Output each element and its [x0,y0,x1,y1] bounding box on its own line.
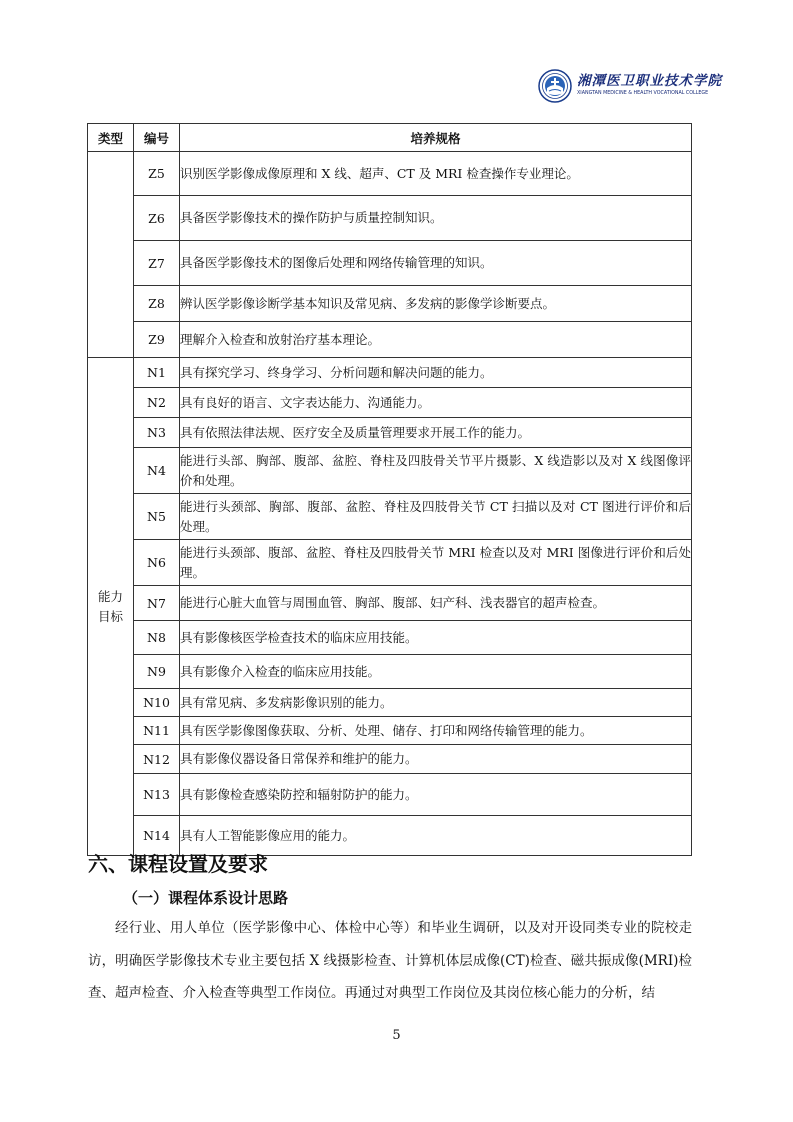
code-cell: N1 [134,358,180,388]
table-row [88,196,692,241]
code-cell: N5 [134,494,180,540]
type-cell-ability [88,358,134,856]
type-label-ability: 能力目标 [97,588,123,624]
code-cell: Z5 [134,152,180,196]
code-cell: N12 [134,745,180,774]
table-row [88,540,692,586]
code-cell: N13 [134,774,180,816]
code-cell: Z7 [134,241,180,286]
subsection-title: （一）课程体系设计思路 [123,889,289,907]
spec-cell: 辨认医学影像诊断学基本知识及常见病、多发病的影像学诊断要点。 [180,286,692,322]
code-cell: Z9 [134,322,180,358]
spec-cell: 具有依照法律法规、医疗安全及质量管理要求开展工作的能力。 [180,418,692,448]
spec-cell: 具有医学影像图像获取、分析、处理、储存、打印和网络传输管理的能力。 [180,717,692,745]
spec-cell: 具备医学影像技术的图像后处理和网络传输管理的知识。 [180,241,692,286]
spec-cell: 具有探究学习、终身学习、分析问题和解决问题的能力。 [180,358,692,388]
table-row [88,494,692,540]
table-row [88,745,692,774]
code-cell: N2 [134,388,180,418]
page-number: 5 [392,1028,401,1043]
spec-cell: 识别医学影像成像原理和 X 线、超声、CT 及 MRI 检查操作专业理论。 [180,152,692,196]
table-row [88,322,692,358]
code-cell: N3 [134,418,180,448]
table-row [88,418,692,448]
spec-cell: 能进行头部、胸部、腹部、盆腔、脊柱及四肢骨关节平片摄影、X 线造影以及对 X 线图像评价和处理。 [180,448,692,494]
header-type: 类型 [88,124,134,152]
spec-cell: 具有影像仪器设备日常保养和维护的能力。 [180,745,692,774]
spec-cell: 具有影像核医学检查技术的临床应用技能。 [180,621,692,655]
college-emblem-icon [538,69,572,103]
table-row [88,286,692,322]
code-cell: N7 [134,586,180,621]
code-cell: N4 [134,448,180,494]
table-row [88,152,692,196]
type-cell-knowledge [88,152,134,358]
spec-cell: 理解介入检查和放射治疗基本理论。 [180,322,692,358]
body-paragraph: 经行业、用人单位（医学影像中心、体检中心等）和毕业生调研，以及对开设同类专业的院校走访，明确医学影像技术专业主要包括 X 线摄影检查、计算机体层成像(CT)检查、磁共振成像(MRI)检查、超声检查、介入检查等典型工作岗位。再通过对典型工作岗位及其岗位核心能力的分析，结 [88,920,692,1001]
code-cell: Z8 [134,286,180,322]
code-cell: N10 [134,689,180,717]
table-row [88,717,692,745]
table-row [88,388,692,418]
spec-cell: 能进行头颈部、胸部、腹部、盆腔、脊柱及四肢骨关节 CT 扫描以及对 CT 图进行评价和后处理。 [180,494,692,540]
code-cell: N14 [134,816,180,856]
code-cell: N11 [134,717,180,745]
header-spec: 培养规格 [180,124,692,152]
spec-cell: 具有常见病、多发病影像识别的能力。 [180,689,692,717]
table-row [88,448,692,494]
table-row [88,621,692,655]
table-row [88,358,692,388]
table-row [88,241,692,286]
section-title: 六、课程设置及要求 [88,852,268,876]
spec-cell: 具有良好的语言、文字表达能力、沟通能力。 [180,388,692,418]
college-logo [538,66,738,106]
logo-chinese-name: 湘潭医卫职业技术学院 [577,72,722,89]
code-cell: N8 [134,621,180,655]
spec-cell: 具备医学影像技术的操作防护与质量控制知识。 [180,196,692,241]
spec-cell: 具有影像检查感染防控和辐射防护的能力。 [180,774,692,816]
spec-cell: 能进行头颈部、腹部、盆腔、脊柱及四肢骨关节 MRI 检查以及对 MRI 图像进行评价和后处理。 [180,540,692,586]
table-header-row [88,124,692,152]
code-cell: N6 [134,540,180,586]
table-row [88,689,692,717]
logo-english-name: XIANGTAN MEDICINE & HEALTH VOCATIONAL COLLEGE [577,91,709,97]
table-row [88,655,692,689]
table-row [88,774,692,816]
training-spec-table [87,123,692,856]
spec-cell: 能进行心脏大血管与周围血管、胸部、腹部、妇产科、浅表器官的超声检查。 [180,586,692,621]
spec-cell: 具有人工智能影像应用的能力。 [180,816,692,856]
spec-cell: 具有影像介入检查的临床应用技能。 [180,655,692,689]
table-row [88,586,692,621]
code-cell: N9 [134,655,180,689]
code-cell: Z6 [134,196,180,241]
header-code: 编号 [134,124,180,152]
